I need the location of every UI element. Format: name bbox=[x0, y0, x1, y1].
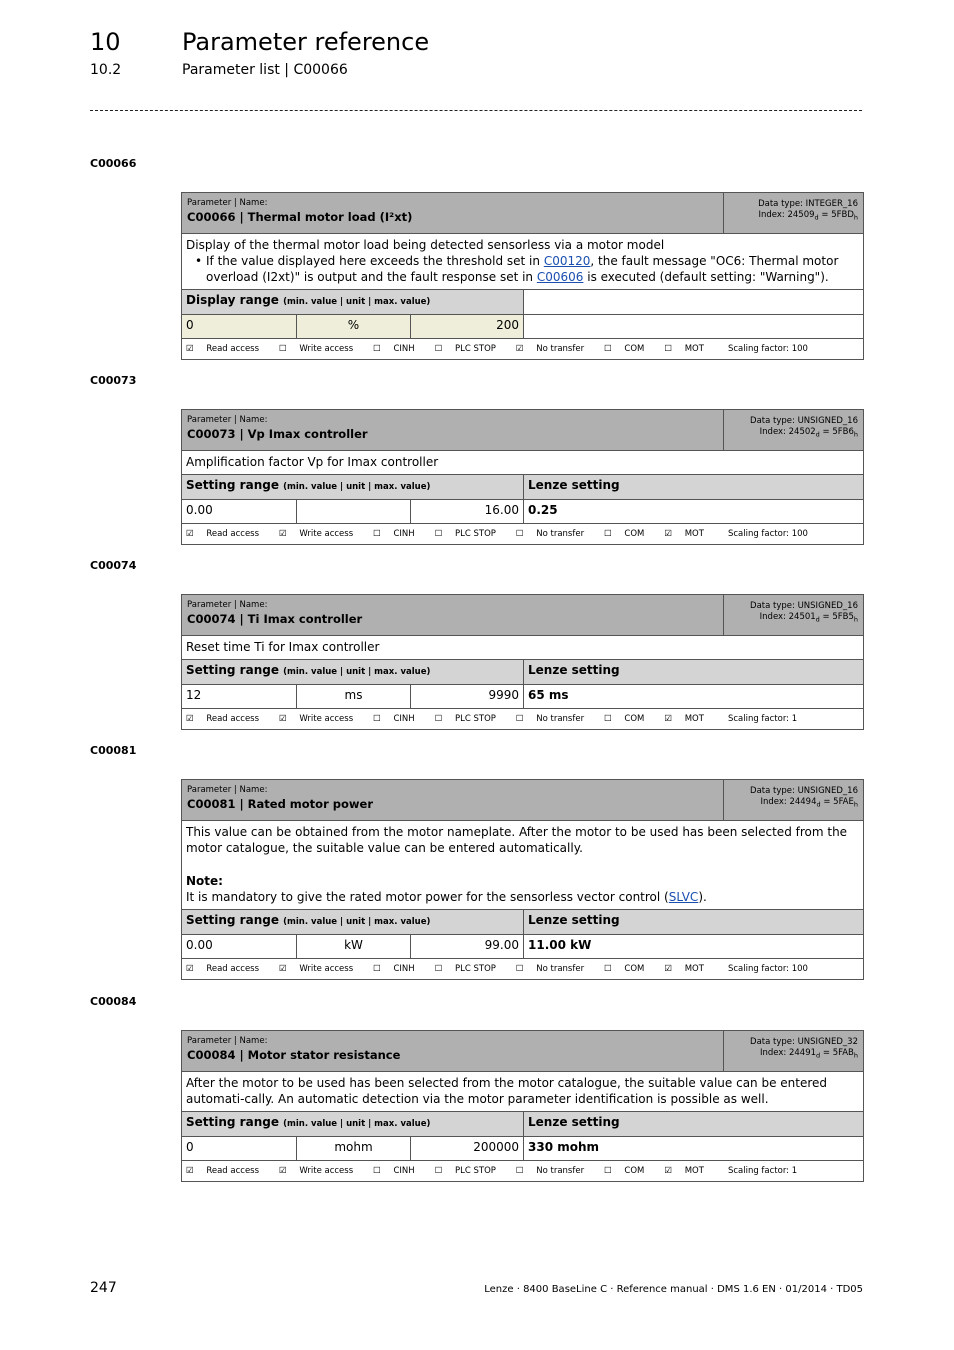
param-heading-c00073: C00073 bbox=[90, 374, 137, 387]
param-index: Index: $24494_d = 5FAE_h$ bbox=[760, 797, 858, 809]
write-access-flag: ☐ Write access bbox=[279, 344, 354, 354]
param-description: This value can be obtained from the motor nameplate. After the motor to be used has been selected from the motor catalogue, the suitable value can be entered automatically. Note: It is mandatory to give the rated motor power for the sensorless vector control (SLVC). bbox=[182, 821, 863, 910]
note-title: Note: bbox=[186, 874, 223, 888]
param-name: C00084 | Motor stator resistance bbox=[187, 1048, 401, 1062]
range-values bbox=[182, 315, 863, 339]
param-name-label: Parameter | Name: bbox=[187, 415, 268, 425]
no-transfer-flag: ☐ No transfer bbox=[515, 714, 585, 724]
param-description: After the motor to be used has been selected from the motor catalogue, the suitable value can be entered automati-cally. An automatic detection via the motor parameter identification is possible as well. bbox=[182, 1072, 863, 1112]
com-flag: ☐ COM bbox=[604, 529, 645, 539]
plc-stop-flag: ☐ PLC STOP bbox=[434, 529, 496, 539]
com-flag: ☐ COM bbox=[604, 1166, 645, 1176]
access-flags bbox=[182, 959, 863, 979]
section-title: Parameter list | C00066 bbox=[182, 62, 348, 78]
range-values bbox=[182, 935, 863, 959]
note-text: It is mandatory to give the rated motor power for the sensorless vector control (SLVC). bbox=[186, 890, 707, 904]
data-type: Data type: UNSIGNED_16 bbox=[750, 786, 858, 796]
lenze-setting-label: Lenze setting bbox=[523, 1112, 863, 1136]
link-slvc[interactable]: SLVC bbox=[668, 890, 699, 904]
param-heading-c00081: C00081 bbox=[90, 744, 137, 757]
param-name: C00074 | Ti Imax controller bbox=[187, 612, 363, 626]
param-table-c00081 bbox=[181, 779, 864, 980]
min-value: 0.00 bbox=[186, 503, 213, 517]
range-values bbox=[182, 685, 863, 709]
param-header bbox=[182, 595, 863, 636]
mot-flag: ☐ MOT bbox=[664, 344, 704, 354]
mot-flag: ☑ MOT bbox=[664, 964, 704, 974]
param-description: Amplification factor Vp for Imax controller bbox=[182, 451, 863, 475]
link-c00606[interactable]: C00606 bbox=[536, 270, 584, 284]
no-transfer-flag: ☑ No transfer bbox=[515, 344, 585, 354]
max-value: 200000 bbox=[410, 1137, 523, 1160]
page-number: 247 bbox=[90, 1280, 117, 1296]
cinh-flag: ☐ CINH bbox=[373, 1166, 415, 1176]
lenze-setting-value: 11.00 kW bbox=[523, 935, 863, 958]
param-description: Reset time Ti for Imax controller bbox=[182, 636, 863, 660]
write-access-flag: ☑ Write access bbox=[279, 1166, 354, 1176]
param-index: Index: $24491_d = 5FAB_h$ bbox=[760, 1048, 858, 1060]
chapter-number: 10 bbox=[90, 28, 121, 56]
range-header: Setting range (min. value | unit | max. value) Lenze setting bbox=[182, 660, 863, 685]
min-value: 0 bbox=[186, 1140, 194, 1154]
range-header: Setting range (min. value | unit | max. value) Lenze setting bbox=[182, 1112, 863, 1137]
param-index: Index: $24501_d = 5FB5_h$ bbox=[759, 612, 858, 624]
param-name: C00081 | Rated motor power bbox=[187, 797, 373, 811]
param-header bbox=[182, 780, 863, 821]
lenze-setting-value: 65 ms bbox=[523, 685, 863, 708]
cinh-flag: ☐ CINH bbox=[373, 344, 415, 354]
max-value: 16.00 bbox=[410, 500, 523, 523]
mot-flag: ☑ MOT bbox=[664, 714, 704, 724]
unit bbox=[296, 500, 410, 523]
data-type: Data type: UNSIGNED_32 bbox=[750, 1037, 858, 1047]
chapter-title: Parameter reference bbox=[182, 28, 430, 56]
read-access-flag: ☑ Read access bbox=[186, 1166, 260, 1176]
scaling-factor: Scaling factor: 1 bbox=[727, 714, 798, 724]
unit: mohm bbox=[296, 1137, 410, 1160]
min-value: 12 bbox=[186, 688, 202, 702]
plc-stop-flag: ☐ PLC STOP bbox=[434, 344, 496, 354]
param-table-c00084 bbox=[181, 1030, 864, 1182]
write-access-flag: ☑ Write access bbox=[279, 529, 354, 539]
range-values bbox=[182, 500, 863, 524]
param-header bbox=[182, 410, 863, 451]
cinh-flag: ☐ CINH bbox=[373, 714, 415, 724]
data-type: Data type: INTEGER_16 bbox=[758, 199, 858, 209]
scaling-factor: Scaling factor: 100 bbox=[727, 344, 808, 354]
range-header: Setting range (min. value | unit | max. value) Lenze setting bbox=[182, 910, 863, 935]
header-divider bbox=[90, 110, 862, 111]
param-table-c00073 bbox=[181, 409, 864, 545]
lenze-setting-label: Lenze setting bbox=[523, 475, 863, 499]
read-access-flag: ☑ Read access bbox=[186, 529, 260, 539]
no-transfer-flag: ☐ No transfer bbox=[515, 529, 585, 539]
param-name-label: Parameter | Name: bbox=[187, 198, 268, 208]
lenze-setting-value: 330 mohm bbox=[523, 1137, 863, 1160]
param-name-label: Parameter | Name: bbox=[187, 785, 268, 795]
param-index: Index: $24509_d = 5FBD_h$ bbox=[758, 210, 858, 222]
no-transfer-flag: ☐ No transfer bbox=[515, 964, 585, 974]
plc-stop-flag: ☐ PLC STOP bbox=[434, 964, 496, 974]
param-name: C00066 | Thermal motor load (I²xt) bbox=[187, 210, 413, 224]
read-access-flag: ☑ Read access bbox=[186, 344, 260, 354]
description-bullet: • If the value displayed here exceeds the threshold set in C00120, the fault message "OC6: Thermal motor overload (I2xt)" is output and the fault response set in C00606 is executed (default setting: "Warning"). bbox=[204, 253, 859, 285]
param-heading-c00084: C00084 bbox=[90, 995, 137, 1008]
scaling-factor: Scaling factor: 100 bbox=[727, 529, 808, 539]
access-flags bbox=[182, 524, 863, 544]
plc-stop-flag: ☐ PLC STOP bbox=[434, 1166, 496, 1176]
read-access-flag: ☑ Read access bbox=[186, 714, 260, 724]
unit: kW bbox=[296, 935, 410, 958]
range-header: Setting range (min. value | unit | max. value) Lenze setting bbox=[182, 475, 863, 500]
data-type: Data type: UNSIGNED_16 bbox=[750, 416, 858, 426]
no-transfer-flag: ☐ No transfer bbox=[515, 1166, 585, 1176]
com-flag: ☐ COM bbox=[604, 344, 645, 354]
lenze-setting-label: Lenze setting bbox=[523, 910, 863, 934]
write-access-flag: ☑ Write access bbox=[279, 964, 354, 974]
unit: % bbox=[296, 315, 410, 338]
unit: ms bbox=[296, 685, 410, 708]
param-description: Display of the thermal motor load being detected sensorless via a motor model • If the value displayed here exceeds the threshold set in C00120, the fault message "OC6: Thermal motor overload (I2xt)" is output and the fault response set in C00606 is executed (default setting: "Warning"). bbox=[182, 234, 863, 290]
param-header bbox=[182, 193, 863, 234]
lenze-setting-value: 0.25 bbox=[523, 500, 863, 523]
param-index: Index: $24502_d = 5FB6_h$ bbox=[759, 427, 858, 439]
param-table-c00074 bbox=[181, 594, 864, 730]
max-value: 99.00 bbox=[410, 935, 523, 958]
param-header bbox=[182, 1031, 863, 1072]
write-access-flag: ☑ Write access bbox=[279, 714, 354, 724]
mot-flag: ☑ MOT bbox=[664, 529, 704, 539]
scaling-factor: Scaling factor: 1 bbox=[727, 1166, 798, 1176]
param-heading-c00074: C00074 bbox=[90, 559, 137, 572]
lenze-setting-label: Lenze setting bbox=[523, 660, 863, 684]
range-header: Display range (min. value | unit | max. value) bbox=[182, 290, 863, 315]
max-value: 200 bbox=[410, 315, 523, 338]
com-flag: ☐ COM bbox=[604, 964, 645, 974]
scaling-factor: Scaling factor: 100 bbox=[727, 964, 808, 974]
param-name-label: Parameter | Name: bbox=[187, 1036, 268, 1046]
read-access-flag: ☑ Read access bbox=[186, 964, 260, 974]
section-number: 10.2 bbox=[90, 62, 122, 78]
cinh-flag: ☐ CINH bbox=[373, 529, 415, 539]
access-flags bbox=[182, 339, 863, 359]
min-value: 0.00 bbox=[186, 938, 213, 952]
param-heading-c00066: C00066 bbox=[90, 157, 137, 170]
param-name: C00073 | Vp Imax controller bbox=[187, 427, 368, 441]
param-name-label: Parameter | Name: bbox=[187, 600, 268, 610]
footer-text: Lenze · 8400 BaseLine C · Reference manual · DMS 1.6 EN · 01/2014 · TD05 bbox=[484, 1284, 863, 1295]
cinh-flag: ☐ CINH bbox=[373, 964, 415, 974]
plc-stop-flag: ☐ PLC STOP bbox=[434, 714, 496, 724]
access-flags bbox=[182, 1161, 863, 1181]
max-value: 9990 bbox=[410, 685, 523, 708]
range-values bbox=[182, 1137, 863, 1161]
access-flags bbox=[182, 709, 863, 729]
param-table-c00066 bbox=[181, 192, 864, 360]
min-value: 0 bbox=[182, 315, 296, 338]
link-c00120[interactable]: C00120 bbox=[543, 254, 591, 268]
com-flag: ☐ COM bbox=[604, 714, 645, 724]
data-type: Data type: UNSIGNED_16 bbox=[750, 601, 858, 611]
mot-flag: ☑ MOT bbox=[664, 1166, 704, 1176]
